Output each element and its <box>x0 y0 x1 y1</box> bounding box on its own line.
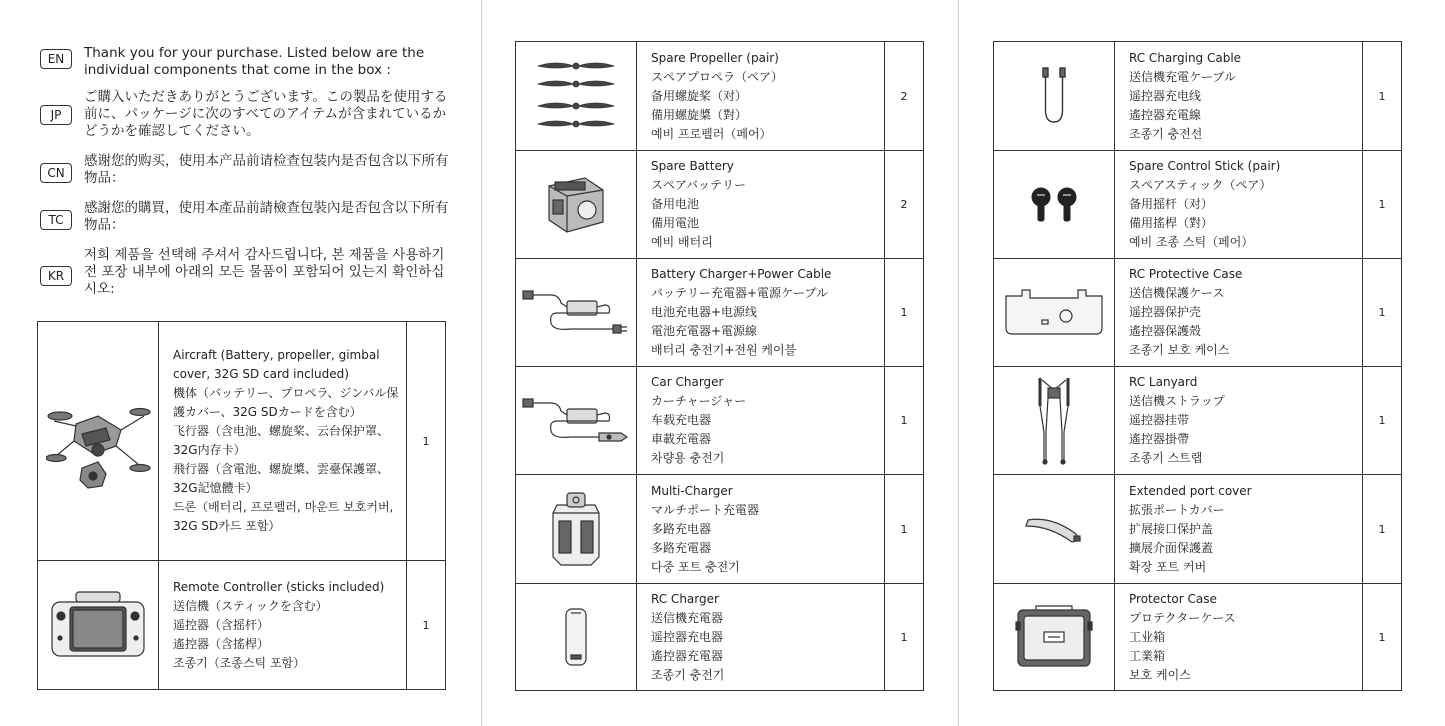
item-description-cell <box>637 475 885 584</box>
intro-text-tc: 感謝您的購買，使用本產品前請檢查包裝內是否包含以下所有物品： <box>84 200 449 233</box>
item-name-en: Protector Case <box>1129 591 1217 606</box>
item-name-tc: 飛行器（含電池、螺旋槳、雲臺保護罩、32G記憶體卡） <box>173 462 390 495</box>
item-name-kr: 예비 프로펠러（페어） <box>651 126 772 141</box>
item-name-tc: 擴展介面保護蓋 <box>1129 540 1214 555</box>
item-quantity: 1 <box>1363 151 1402 259</box>
item-quantity: 1 <box>885 584 924 691</box>
lang-badge-en: EN <box>40 49 72 69</box>
item-name-cn: 遥控器充电器 <box>651 629 724 644</box>
table-row <box>516 475 924 584</box>
item-name-en: Aircraft (Battery, propeller, gimbal cover, 32G SD card included) <box>173 348 380 381</box>
item-name-en: Multi-Charger <box>651 483 733 498</box>
item-quantity: 1 <box>1363 367 1402 475</box>
item-name-kr: 확장 포트 커버 <box>1129 559 1207 574</box>
item-name-jp: 送信機ストラップ <box>1129 394 1225 408</box>
table-row <box>994 151 1402 259</box>
item-name-jp: 送信機充電ケーブル <box>1129 69 1236 84</box>
item-quantity: 2 <box>885 151 924 259</box>
item-name-kr: 예비 조종 스틱（페어） <box>1129 235 1254 249</box>
item-name-cn: 遥控器（含摇杆） <box>173 617 270 632</box>
item-description-cell <box>1115 584 1363 691</box>
table-row <box>994 42 1402 151</box>
item-image-cell <box>994 584 1115 691</box>
item-name-cn: 遥控器保护壳 <box>1129 305 1202 319</box>
item-name-cn: 扩展接口保护盖 <box>1129 521 1214 536</box>
item-name-cn: 飞行器（含电池、螺旋桨、云台保护罩、32G内存卡） <box>173 424 390 457</box>
item-name-en: Spare Battery <box>651 159 734 173</box>
table-row <box>516 151 924 259</box>
item-name-en: RC Protective Case <box>1129 267 1243 281</box>
components-table-page1 <box>37 321 446 690</box>
charging-cable-icon <box>1039 66 1069 126</box>
table-row <box>516 367 924 475</box>
table-row <box>38 561 446 690</box>
item-name-tc: 遙控器充電器 <box>651 648 724 663</box>
item-name-jp: スペアスティック（ペア） <box>1129 178 1272 192</box>
item-name-en: Car Charger <box>651 375 724 389</box>
item-quantity: 1 <box>1363 42 1402 151</box>
item-name-en: Spare Propeller (pair) <box>651 50 779 65</box>
item-name-tc: 車載充電器 <box>651 432 712 446</box>
item-description-cell <box>637 584 885 691</box>
table-row <box>516 259 924 367</box>
item-image-cell <box>994 259 1115 367</box>
lanyard-icon <box>1034 376 1074 466</box>
item-name-tc: 遙控器掛帶 <box>1129 432 1190 446</box>
lang-badge-tc: TC <box>40 210 72 230</box>
item-quantity: 1 <box>407 561 446 690</box>
car-charger-icon <box>521 391 631 451</box>
item-description-cell <box>1115 367 1363 475</box>
item-name-en: RC Lanyard <box>1129 375 1198 389</box>
item-name-kr: 보호 케이스 <box>1129 667 1191 682</box>
item-name-en: RC Charger <box>651 591 719 606</box>
intro-text-jp: ご購入いただきありがとうございます。この製品を使用する前に、パッケージに次のすべてのアイテムが含まれているかどうかを確認してください。 <box>84 89 448 139</box>
item-quantity: 1 <box>1363 259 1402 367</box>
port-cover-icon <box>1024 514 1084 544</box>
page-divider-right <box>958 0 959 726</box>
item-name-cn: 多路充电器 <box>651 521 712 536</box>
components-table-page3 <box>993 41 1402 691</box>
item-description-cell <box>1115 475 1363 584</box>
item-name-en: Extended port cover <box>1129 483 1252 498</box>
item-name-kr: 조종기 충전선 <box>1129 126 1203 141</box>
propeller-icon <box>536 56 616 136</box>
item-name-jp: 送信機充電器 <box>651 610 724 625</box>
item-name-tc: 備用搖桿（對） <box>1129 216 1214 230</box>
components-table-page2 <box>515 41 924 691</box>
item-image-cell <box>994 367 1115 475</box>
item-description-cell <box>637 42 885 151</box>
item-name-en: RC Charging Cable <box>1129 50 1242 65</box>
item-name-jp: 送信機（スティックを含む） <box>173 598 328 613</box>
intro-text-en: Thank you for your purchase. Listed below are the individual components that come in the box : <box>84 45 425 78</box>
item-image-cell <box>516 584 637 691</box>
item-quantity: 2 <box>885 42 924 151</box>
item-quantity: 1 <box>407 322 446 561</box>
item-image-cell <box>516 259 637 367</box>
item-name-jp: スペアプロペラ（ペア） <box>651 69 784 84</box>
item-name-jp: 拡張ポートカバー <box>1129 502 1225 517</box>
item-name-cn: 备用电池 <box>651 197 700 211</box>
item-name-jp: バッテリー充電器+電源ケーブル <box>651 286 828 300</box>
item-image-cell <box>994 475 1115 584</box>
battery-icon <box>541 172 611 238</box>
item-description-cell <box>159 561 407 690</box>
item-name-kr: 배터리 충전기+전원 케이블 <box>651 343 797 357</box>
item-image-cell <box>516 475 637 584</box>
item-name-en: Battery Charger+Power Cable <box>651 267 832 281</box>
item-name-cn: 备用摇杆（对） <box>1129 197 1214 211</box>
table-row <box>38 322 446 561</box>
item-name-kr: 차량용 충전기 <box>651 451 725 465</box>
item-name-tc: 工業箱 <box>1129 648 1166 663</box>
item-name-en: Spare Control Stick (pair) <box>1129 159 1281 173</box>
item-quantity: 1 <box>885 259 924 367</box>
table-row <box>994 259 1402 367</box>
page-divider-left <box>481 0 482 726</box>
item-description-cell <box>637 151 885 259</box>
item-name-kr: 드론（배터리, 프로펠러, 마운트 보호커버, 32G SD카드 포함） <box>173 500 394 533</box>
item-name-kr: 조종기 충전기 <box>651 667 725 682</box>
table-row <box>516 42 924 151</box>
item-description-cell <box>637 259 885 367</box>
item-image-cell <box>38 561 159 690</box>
item-description-cell <box>1115 259 1363 367</box>
item-name-cn: 遥控器挂带 <box>1129 413 1190 427</box>
item-image-cell <box>516 367 637 475</box>
item-quantity: 1 <box>1363 584 1402 691</box>
table-row <box>994 584 1402 691</box>
table-row <box>994 367 1402 475</box>
item-name-cn: 备用螺旋桨（对） <box>651 88 748 103</box>
item-name-tc: 遙控器（含搖桿） <box>173 636 270 651</box>
item-name-kr: 다중 포트 충전기 <box>651 559 740 574</box>
item-name-kr: 조종기 스트랩 <box>1129 451 1203 465</box>
multi-charger-icon <box>551 491 601 567</box>
item-name-cn: 电池充电器+电源线 <box>651 305 758 319</box>
intro-text-cn: 感谢您的购买，使用本产品前请检查包装内是否包含以下所有物品： <box>84 153 449 186</box>
drone-icon <box>46 386 151 496</box>
item-name-tc: 遙控器充電線 <box>1129 107 1202 122</box>
lang-badge-jp: JP <box>40 105 72 125</box>
item-name-kr: 조종기 보호 케이스 <box>1129 343 1230 357</box>
item-description-cell <box>159 322 407 561</box>
item-name-jp: スペアバッテリー <box>651 178 747 192</box>
item-description-cell <box>1115 42 1363 151</box>
intro-text-kr: 저희 제품을 선택해 주셔서 감사드립니다, 본 제품을 사용하기전 포장 내부에 아래의 모든 물품이 포함되어 있는지 확인하십시오: <box>84 247 445 297</box>
item-name-kr: 조종기（조종스틱 포함） <box>173 655 306 670</box>
protector-case-icon <box>1014 604 1094 670</box>
item-name-cn: 遥控器充电线 <box>1129 88 1202 103</box>
battery-charger-icon <box>521 283 631 343</box>
item-name-tc: 備用電池 <box>651 216 700 230</box>
item-quantity: 1 <box>885 475 924 584</box>
item-description-cell <box>1115 151 1363 259</box>
item-quantity: 1 <box>1363 475 1402 584</box>
control-stick-icon <box>1029 185 1079 225</box>
item-image-cell <box>516 42 637 151</box>
item-name-en: Remote Controller (sticks included) <box>173 579 385 594</box>
item-name-kr: 예비 배터리 <box>651 235 713 249</box>
item-name-cn: 工业箱 <box>1129 629 1166 644</box>
item-description-cell <box>637 367 885 475</box>
item-name-jp: 機体（バッテリー、プロペラ、ジンバル保護カバー、32G SDカードを含む） <box>173 386 399 419</box>
table-row <box>994 475 1402 584</box>
item-name-jp: プロテクターケース <box>1129 610 1236 625</box>
lang-badge-kr: KR <box>40 266 72 286</box>
rc-case-icon <box>1002 288 1106 338</box>
item-image-cell <box>994 151 1115 259</box>
item-name-cn: 车载充电器 <box>651 413 712 427</box>
table-row <box>516 584 924 691</box>
item-name-tc: 電池充電器+電源線 <box>651 324 758 338</box>
item-image-cell <box>994 42 1115 151</box>
rc-charger-icon <box>563 607 589 667</box>
item-name-jp: カーチャージャー <box>651 394 747 408</box>
item-image-cell <box>516 151 637 259</box>
lang-badge-cn: CN <box>40 163 72 183</box>
item-name-tc: 遙控器保護殼 <box>1129 324 1202 338</box>
item-name-tc: 多路充電器 <box>651 540 712 555</box>
item-name-jp: マルチポート充電器 <box>651 502 760 517</box>
item-name-jp: 送信機保護ケース <box>1129 286 1225 300</box>
item-name-tc: 備用螺旋槳（對） <box>651 107 748 122</box>
remote-controller-icon <box>48 590 148 660</box>
item-image-cell <box>38 322 159 561</box>
item-quantity: 1 <box>885 367 924 475</box>
